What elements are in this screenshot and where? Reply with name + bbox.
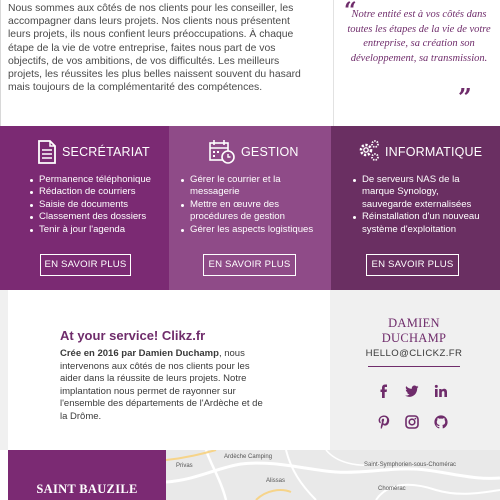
intro-paragraph: Nous sommes aux côtés de nos clients pour les conseiller, les accompagner dans leurs projets. Nos clients nous présentent leurs projets, ils nous confient leurs préoccupations. À chaque étape de la vie de votre entreprise, faites nous part de vos objectifs, de vos ambitions, de vos difficultés. Les meilleurs projets, les réussites les plus belles naissent souvent du hasard mais toujours de la complémentarité des compétences. — [8, 3, 301, 94]
learn-more-button[interactable]: EN SAVOIR PLUS — [366, 254, 459, 276]
instagram-icon[interactable] — [405, 415, 419, 429]
service-header — [169, 140, 331, 166]
service-title: INFORMATIQUE — [385, 145, 483, 159]
service-list — [353, 174, 488, 236]
list-item: Gérer les aspects logistiques — [181, 224, 321, 236]
service-header — [331, 140, 500, 166]
github-icon[interactable] — [434, 415, 448, 429]
about-title: At your service! Clikz.fr — [60, 328, 206, 343]
divider — [368, 366, 460, 367]
learn-more-button[interactable]: EN SAVOIR PLUS — [203, 254, 296, 276]
quote-text: Notre entité est à vos côtés dans toutes les étapes de la vie de votre entreprise, sa création son développement, sa transmission. — [347, 9, 491, 64]
service-header — [0, 140, 169, 166]
map-label: Ardèche Camping — [224, 454, 273, 460]
map-label: Chomérac — [378, 486, 406, 492]
map-label: Privas — [176, 463, 193, 469]
calendar-clock-icon — [209, 140, 235, 164]
list-item: Gérer le courrier et la messagerie — [181, 174, 321, 199]
list-item: Classement des dossiers — [30, 211, 165, 223]
document-icon — [37, 140, 59, 164]
about-lead: Crée en 2016 par Damien Duchamp — [60, 348, 219, 359]
about-box — [8, 290, 330, 450]
quote-close-icon: ” — [458, 83, 472, 112]
learn-more-button[interactable]: EN SAVOIR PLUS — [40, 254, 131, 276]
contact-email-link[interactable]: HELLO@CLICKZ.FR — [365, 348, 463, 359]
pinterest-icon[interactable] — [377, 415, 391, 429]
list-item: Mettre en œuvre des procédures de gestion — [181, 199, 321, 224]
service-card-secretariat — [0, 126, 169, 290]
about-text — [60, 348, 270, 424]
list-item: De serveurs NAS de la marque Synology, sauvegarde externalisées — [353, 174, 488, 211]
list-item: Rédaction de courriers — [30, 186, 165, 198]
service-title: GESTION — [241, 145, 299, 159]
list-item: Tenir à jour l'agenda — [30, 224, 165, 236]
divider — [0, 0, 1, 126]
twitter-icon[interactable] — [405, 384, 419, 398]
map-roads — [166, 450, 500, 500]
about-contact-section — [0, 290, 500, 450]
about-body: , nous intervenons aux côtés de nos clients pour les aider dans la réussite de leurs projets. Notre implantation nous permet de rayonner sur l'ensemble des départements de l'Ardèche et de la Drôme. — [60, 348, 263, 422]
list-item: Réinstallation d'un nouveau système d'exploitation — [353, 211, 488, 236]
intro-section — [0, 0, 500, 126]
map-label: Alissas — [266, 478, 286, 484]
service-list — [181, 174, 321, 236]
city-name: SAINT BAUZILE — [36, 482, 138, 496]
location-section — [0, 450, 500, 500]
city-box — [8, 450, 166, 500]
service-list — [30, 174, 165, 236]
quote-open-icon: “ — [344, 0, 357, 24]
quote-box — [333, 0, 500, 126]
map[interactable] — [166, 450, 500, 500]
contact-name: DAMIEN DUCHAMP — [381, 316, 447, 345]
gears-icon — [357, 140, 381, 164]
list-item: Saisie de documents — [30, 199, 165, 211]
service-card-gestion — [169, 126, 331, 290]
services-band — [0, 126, 500, 290]
list-item: Permanence téléphonique — [30, 174, 165, 186]
linkedin-icon[interactable] — [434, 384, 448, 398]
map-label: Saint-Symphorien-sous-Chomérac — [364, 462, 457, 468]
service-card-informatique — [331, 126, 500, 290]
service-title: SECRÉTARIAT — [62, 145, 150, 159]
facebook-icon[interactable] — [377, 384, 391, 398]
